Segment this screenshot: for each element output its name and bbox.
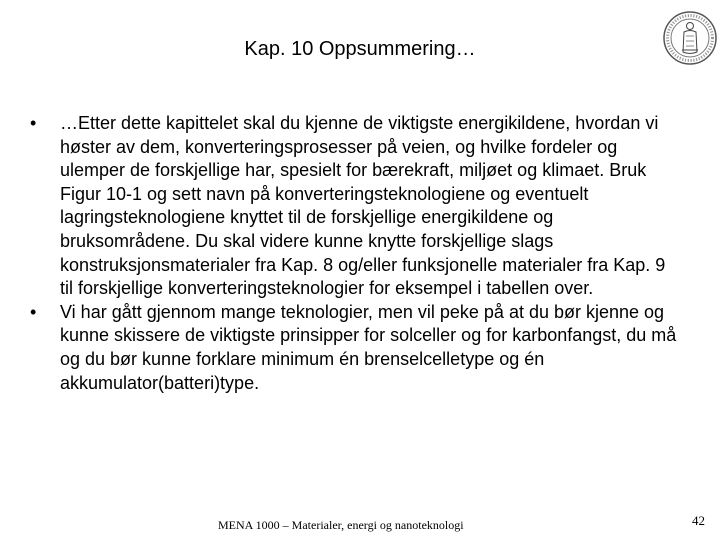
bullet-list [30, 112, 680, 395]
slide-title: Kap. 10 Oppsummering… [244, 38, 476, 60]
bullet-item [30, 112, 680, 301]
bullet-text: Vi har gått gjennom mange teknologier, men vil peke på at du bør kjenne og kunne skissere de viktigste prinsipper for solceller og for karbonfangst, du må og du bør kunne forklare minimum én brenselcelletype og én akkumulator(batteri)type. [60, 301, 677, 393]
page-number: 42 [692, 513, 705, 528]
bullet-marker: • [30, 113, 37, 133]
bullet-text: …Etter dette kapittelet skal du kjenne de viktigste energikildene, hvordan vi høster av dem, konverteringsprosesser på veien, og hvilke fordeler og ulemper de forskjellige har, spesielt for bærekraft, miljøet og klimaet. Bruk Figur 10-1 og sett navn på konverteringsteknologiene og eventuelt lagringsteknologiene knyttet til de forskjellige energikildene og bruksområdene. Du skal videre kunne knytte forskjellige slags konstruksjonsmaterialer fra Kap. 8 og/eller funksjonelle materialer fra Kap. 9 til forskjellige konverteringsteknologier for eksempel i tabellen over. [60, 113, 666, 299]
footer-text: MENA 1000 – Materialer, energi og nanoteknologi [218, 518, 464, 532]
university-seal-icon [662, 10, 718, 66]
bullet-marker: • [30, 301, 37, 322]
bullet-item [30, 301, 680, 395]
